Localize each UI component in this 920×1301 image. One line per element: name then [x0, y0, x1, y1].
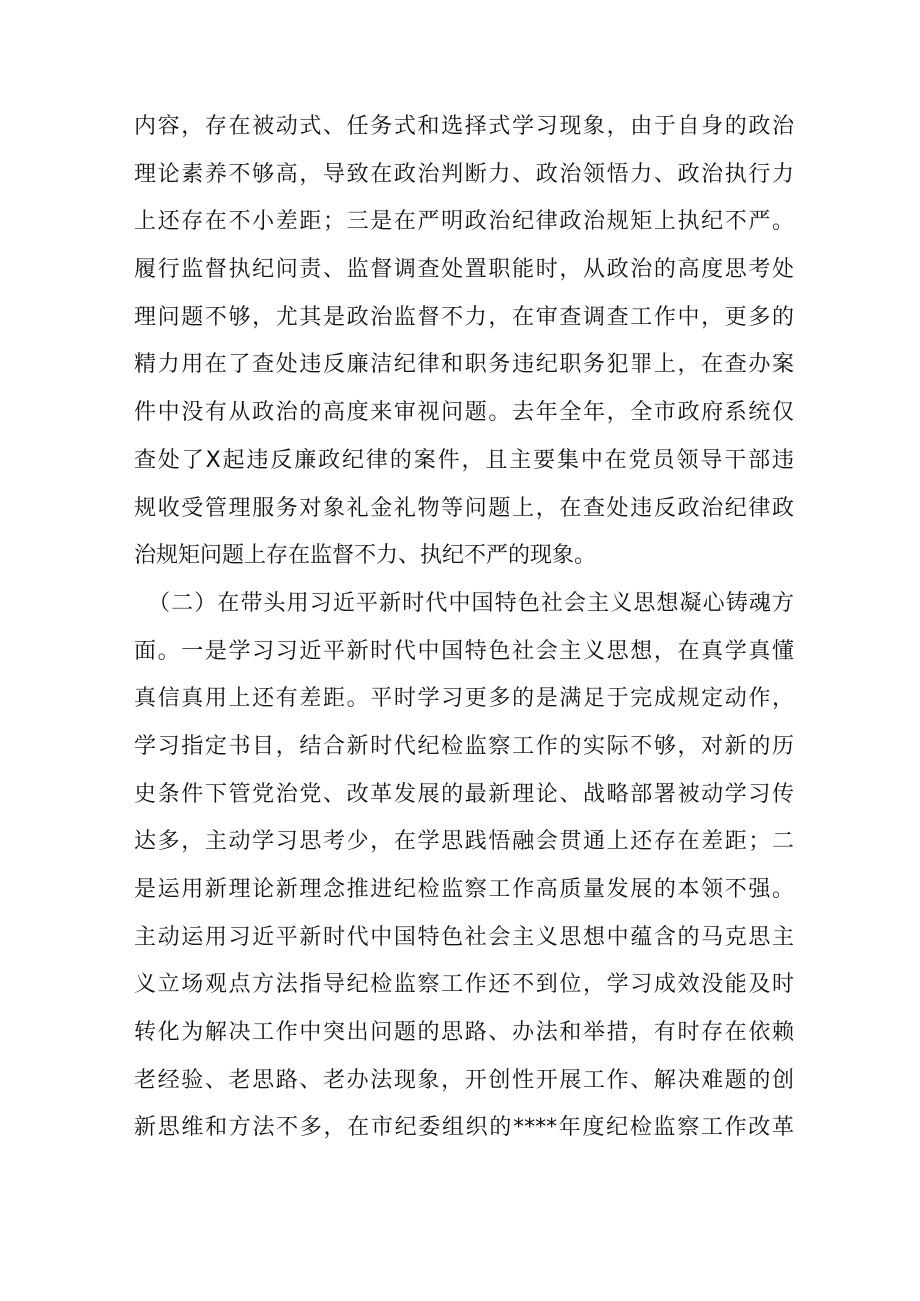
text-line: 老经验、老思路、老办法现象，开创性开展工作、解决难题的创	[134, 1067, 794, 1093]
text-line: 面。一是学习习近平新时代中国特色社会主义思想，在真学真懂	[134, 638, 794, 664]
body-text	[134, 103, 794, 1152]
text-line: 件中没有从政治的高度来审视问题。去年全年，全市政府系统仅	[134, 400, 794, 426]
text-line: 规收受管理服务对象礼金礼物等问题上，在查处违反政治纪律政	[134, 495, 794, 521]
text-line: 上还存在不小差距；三是在严明政治纪律政治规矩上执纪不严。	[134, 209, 794, 235]
section-heading-line: （二）在带头用习近平新时代中国特色社会主义思想凝心铸魂方	[148, 590, 794, 616]
text-line: 转化为解决工作中突出问题的思路、办法和举措，有时存在依赖	[134, 1020, 794, 1046]
text-line: 查处了X起违反廉政纪律的案件，且主要集中在党员领导干部违	[134, 447, 794, 473]
text-line: 义立场观点方法指导纪检监察工作还不到位，学习成效没能及时	[134, 972, 794, 998]
text-line: 是运用新理论新理念推进纪检监察工作高质量发展的本领不强。	[134, 877, 794, 902]
text-line: 达多，主动学习思考少，在学思践悟融会贯通上还存在差距；二	[134, 829, 794, 855]
text-line: 主动运用习近平新时代中国特色社会主义思想中蕴含的马克思主	[134, 924, 794, 950]
text-line: 精力用在了查处违反廉洁纪律和职务违纪职务犯罪上，在查办案	[134, 352, 794, 378]
text-line: 史条件下管党治党、改革发展的最新理论、战略部署被动学习传	[134, 781, 794, 807]
text-line: 理论素养不够高，导致在政治判断力、政治领悟力、政治执行力	[134, 161, 794, 187]
text-line: 理问题不够，尤其是政治监督不力，在审查调查工作中，更多的	[134, 304, 794, 330]
text-line: 真信真用上还有差距。平时学习更多的是满足于完成规定动作，	[134, 686, 794, 712]
text-line: 治规矩问题上存在监督不力、执纪不严的现象。	[134, 543, 597, 569]
text-line: 履行监督执纪问责、监督调查处置职能时，从政治的高度思考处	[134, 257, 794, 283]
text-line: 内容，存在被动式、任务式和选择式学习现象，由于自身的政治	[134, 114, 794, 139]
text-line: 学习指定书目，结合新时代纪检监察工作的实际不够，对新的历	[134, 733, 794, 759]
text-line: 新思维和方法不多，在市纪委组织的****年度纪检监察工作改革	[134, 1115, 794, 1141]
